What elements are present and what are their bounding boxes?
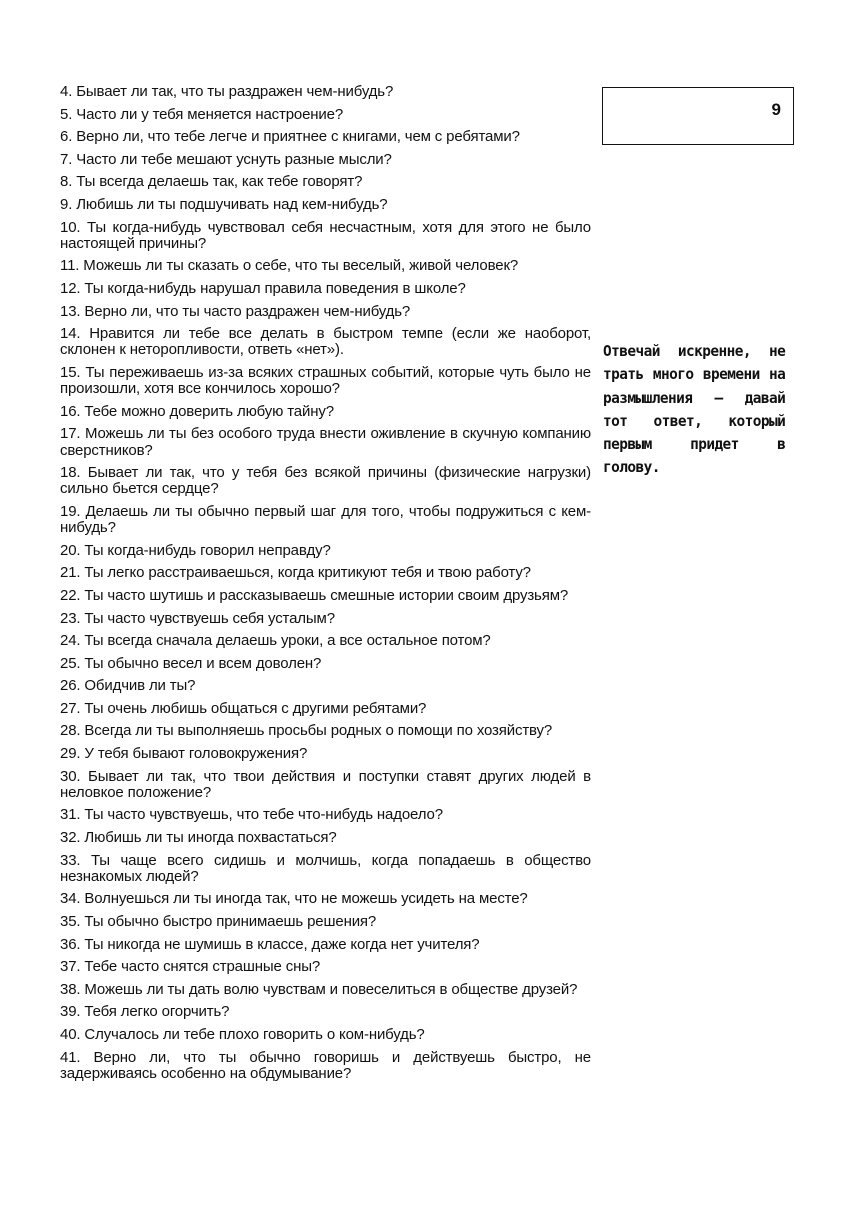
question-29: 29. У тебя бывают головокружения? bbox=[60, 745, 308, 763]
question-9: 9. Любишь ли ты подшучивать над кем-нибудь? bbox=[60, 195, 388, 213]
instruction-note: Отвечай искренне, не трать много времени на размышления – давай тот ответ, который первым придет в голову. bbox=[603, 342, 786, 477]
question-27: 27. Ты очень любишь общаться с другими ребятами? bbox=[60, 699, 427, 717]
questionnaire-list bbox=[60, 84, 591, 1088]
question-39: 39. Тебя легко огорчить? bbox=[60, 1003, 230, 1021]
question-31: 31. Ты часто чувствуешь, что тебе что-нибудь надоело? bbox=[60, 806, 443, 824]
question-36: 36. Ты никогда не шумишь в классе, даже когда нет учителя? bbox=[60, 935, 480, 953]
question-34: 34. Волнуешься ли ты иногда так, что не можешь усидеть на месте? bbox=[60, 890, 528, 908]
question-25: 25. Ты обычно весел и всем доволен? bbox=[60, 654, 322, 672]
question-10: 10. Ты когда-нибудь чувствовал себя несчастным, хотя для этого не было настоящей причины? bbox=[60, 218, 591, 252]
question-23: 23. Ты часто чувствуешь себя усталым? bbox=[60, 609, 335, 627]
question-6: 6. Верно ли, что тебе легче и приятнее с книгами, чем с ребятами? bbox=[60, 128, 520, 146]
question-4: 4. Бывает ли так, что ты раздражен чем-нибудь? bbox=[60, 83, 394, 100]
question-14: 14. Нравится ли тебе все делать в быстром темпе (если же наоборот, склонен к неторопливости, ответь «нет»). bbox=[60, 325, 591, 359]
question-20: 20. Ты когда-нибудь говорил неправду? bbox=[60, 541, 331, 559]
question-7: 7. Часто ли тебе мешают уснуть разные мысли? bbox=[60, 150, 392, 168]
question-40: 40. Случалось ли тебе плохо говорить о ком-нибудь? bbox=[60, 1026, 425, 1043]
question-41: 41. Верно ли, что ты обычно говоришь и действуешь быстро, не задерживаясь особенно на обдумывание? bbox=[60, 1048, 591, 1082]
question-16: 16. Тебе можно доверить любую тайну? bbox=[60, 402, 334, 420]
question-17: 17. Можешь ли ты без особого труда внести оживление в скучную компанию сверстников? bbox=[60, 425, 591, 459]
question-28: 28. Всегда ли ты выполняешь просьбы родных о помощи по хозяйству? bbox=[60, 722, 553, 740]
question-22: 22. Ты часто шутишь и рассказываешь смешные истории своим друзьям? bbox=[60, 586, 569, 604]
page-number-box bbox=[602, 87, 794, 145]
question-11: 11. Можешь ли ты сказать о себе, что ты веселый, живой человек? bbox=[60, 257, 519, 275]
question-24: 24. Ты всегда сначала делаешь уроки, а все остальное потом? bbox=[60, 632, 491, 650]
question-8: 8. Ты всегда делаешь так, как тебе говорят? bbox=[60, 173, 363, 191]
question-5: 5. Часто ли у тебя меняется настроение? bbox=[60, 105, 344, 123]
question-19: 19. Делаешь ли ты обычно первый шаг для того, чтобы подружиться с кем-нибудь? bbox=[60, 502, 591, 537]
question-26: 26. Обидчив ли ты? bbox=[60, 677, 196, 695]
question-21: 21. Ты легко расстраиваешься, когда критикуют тебя и твою работу? bbox=[60, 564, 531, 582]
question-33: 33. Ты чаще всего сидишь и молчишь, когда попадаешь в общество незнакомых людей? bbox=[60, 851, 591, 885]
question-30: 30. Бывает ли так, что твои действия и поступки ставят других людей в неловкое положение? bbox=[60, 767, 591, 801]
question-13: 13. Верно ли, что ты часто раздражен чем-нибудь? bbox=[60, 302, 411, 320]
question-35: 35. Ты обычно быстро принимаешь решения? bbox=[60, 913, 377, 931]
question-18: 18. Бывает ли так, что у тебя без всякой причины (физические нагрузки) сильно бьется сердце? bbox=[60, 464, 591, 498]
question-12: 12. Ты когда-нибудь нарушал правила поведения в школе? bbox=[60, 279, 466, 297]
question-32: 32. Любишь ли ты иногда похвастаться? bbox=[60, 829, 337, 847]
page-number: 9 bbox=[771, 100, 781, 119]
question-37: 37. Тебе часто снятся страшные сны? bbox=[60, 958, 321, 976]
question-15: 15. Ты переживаешь из-за всяких страшных событий, которые чуть было не произошли, хотя все кончилось хорошо? bbox=[60, 363, 591, 398]
question-38: 38. Можешь ли ты дать волю чувствам и повеселиться в обществе друзей? bbox=[60, 980, 578, 998]
